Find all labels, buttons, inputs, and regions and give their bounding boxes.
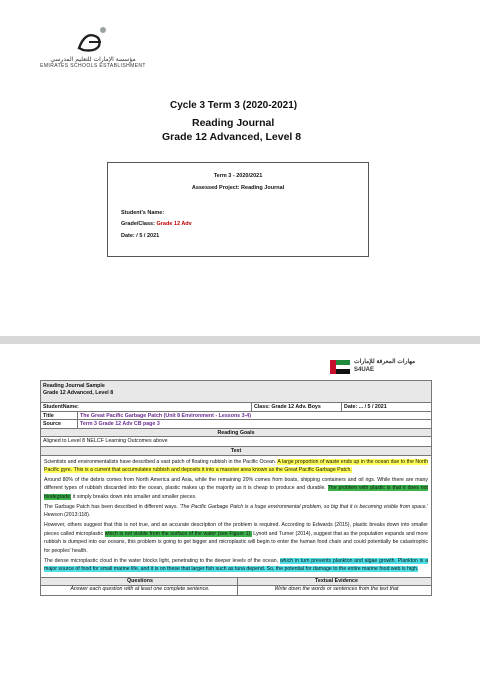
journal-title: Reading Journal	[192, 117, 275, 129]
highlight-green: The problem with plastic is that it does not biodegrade;	[44, 485, 428, 501]
term-label: Term 3 - 2020/2021	[213, 173, 263, 179]
reading-goals-value: Aligned to Level 8 NELCF Learning Outcomes above	[43, 438, 168, 444]
title-row	[41, 412, 431, 421]
class-field: Class: Grade 12 Adv. Boys	[251, 403, 341, 411]
grade-class-field	[121, 221, 192, 227]
instructions-row	[41, 586, 431, 595]
student-name-field: StudentName:	[43, 404, 79, 410]
evidence-instructions: Write down the words or sentences from the text that	[237, 586, 433, 595]
uae-flag-icon	[330, 360, 350, 374]
date-field: Date: ... / 5 / 2021	[341, 403, 433, 411]
assessment-info-box	[107, 162, 369, 257]
date-label: Date: / 5 / 2021	[121, 233, 160, 239]
highlight-cyan: which in turn prevents plankton and algae growth. Plankton is a major source of food for small marine life, and it is on these that larger fish such as tuna depend. So, the potential for damage to the entire marine food web is high.	[44, 557, 428, 573]
grade-title: Grade 12 Advanced, Level 8	[162, 131, 302, 143]
student-row	[41, 403, 431, 412]
paragraph-4: However, others suggest that this is not true, and an accurate description of the problem is required. According to Edwards (2015), plastic breaks down into smaller pieces called microplastic which is not visible from the surface of the water (see Figure 1). Lynott and Turner (2014), suggest that as the population expands and more rubbish is dumped into our oceans, this problem is going to get bigger and microplastic will begin to enter the human food chain and could potentially be catastrophic for peoples' health.	[44, 521, 428, 555]
s4uae-logo	[330, 358, 430, 378]
highlight-green: which is not visible from the surface of the water (see Figure 1).	[104, 530, 252, 537]
grade-class-label: Grade/Class:	[121, 221, 155, 227]
brand-arabic: مهارات المعرفة للإمارات	[354, 359, 416, 365]
cycle-title: Cycle 3 Term 3 (2020-2021)	[170, 100, 298, 111]
sheet-subtitle: Grade 12 Advanced, Level 8	[43, 390, 114, 396]
ese-logo-icon	[38, 24, 148, 54]
reading-journal-table	[40, 380, 432, 596]
source-row	[41, 420, 431, 429]
cover-page	[0, 0, 480, 336]
reading-goals-header: Reading Goals	[41, 429, 431, 438]
paragraph-2: Around 80% of the debris comes from North America and Asia, while the remaining 20% comes from boats, shipping containers and oil rigs. While there are many different types of rubbish discarded into the ocean, plastic makes up the majority as it is cheap to produce and durable. The problem with plastic is that it does not biodegrade; it simply breaks down into smaller and smaller pieces.	[44, 476, 428, 501]
questions-label: Questions	[127, 577, 153, 584]
student-name-label: Student's Name:	[121, 210, 165, 216]
brand-latin: S4UAE	[354, 367, 375, 373]
logo-arabic-text: مؤسسة الإمارات للتعليم المدرسي	[50, 56, 136, 63]
questions-instructions: Answer each question with at least one complete sentence.	[70, 586, 210, 593]
questions-header-row	[41, 578, 431, 587]
paragraph-3: The Garbage Patch has been described in different ways. 'The Pacific Garbage Patch is a huge environmental problem, so big that it is becoming visible from space.' Hewson (2013:118).	[44, 503, 428, 519]
title-label: Title	[43, 412, 54, 419]
worksheet-page	[0, 344, 480, 684]
reading-goals-row	[41, 437, 431, 447]
source-value: Term 3 Grade 12 Adv CB page 3	[77, 420, 433, 428]
page-divider	[0, 336, 480, 344]
paragraph-1: Scientists and environmentalists have described a vast patch of floating rubbish in the Pacific Ocean. A large proportion of waste ends up in the ocean due to the North Pacific gyre. This is a current that accumulates rubbish and deposits it into a massive area known as the Great Pacific Garbage Patch.	[44, 458, 428, 474]
highlight-yellow: A large proportion of waste ends up in the ocean due to the North Pacific gyre. This is a current that accumulates rubbish and deposits it into a massive area known as the Great Pacific Garbage Patch.	[44, 458, 428, 474]
source-label: Source	[43, 421, 61, 427]
logo-english-text: EMIRATES SCHOOLS ESTABLISHMENT	[40, 63, 146, 69]
project-label: Assessed Project: Reading Journal	[191, 185, 285, 191]
grade-class-value: Grade 12 Adv	[156, 221, 192, 227]
evidence-label: Textual Evidence	[237, 578, 433, 586]
paragraph-5: The dense microplastic cloud in the water blocks light, penetrating to the deeper levels of the ocean, which in turn prevents plankton and algae growth. Plankton is a major source of food for small marine life, and it is on these that larger fish such as tuna depend. So, the potential for damage to the entire marine food web is high.	[44, 557, 428, 573]
quotation: 'The Pacific Garbage Patch is a huge environmental problem, so big that it is becoming visible from space.'	[179, 503, 428, 510]
text-header: Text	[41, 447, 431, 456]
ese-logo	[38, 24, 148, 69]
title-value: The Great Pacific Garbage Patch (Unit 8 Environment - Lessons 3-4)	[77, 412, 433, 420]
sheet-title: Reading Journal Sample	[43, 383, 105, 389]
article-text	[41, 456, 431, 578]
